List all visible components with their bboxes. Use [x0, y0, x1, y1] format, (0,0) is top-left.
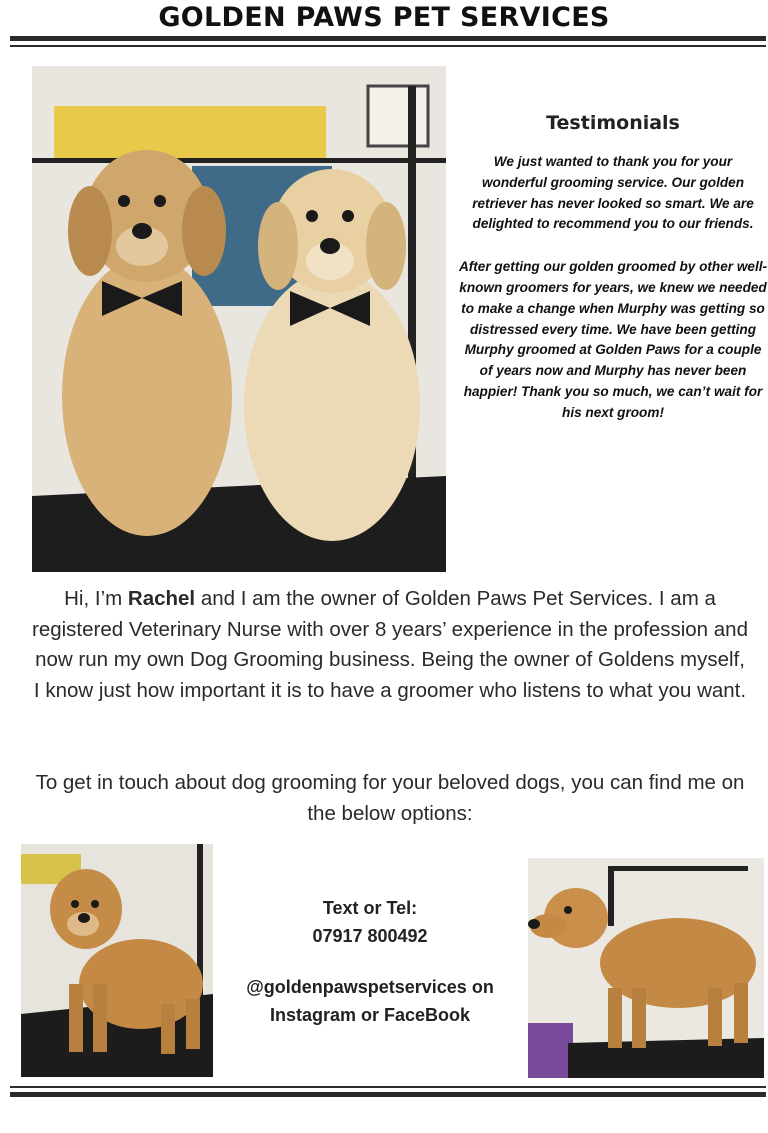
testimonial-quote: After getting our golden groomed by other well-known groomers for years, we knew we needed to make a change when Murphy was getting so distressed every time. We have been getting Murphy groomed at Golden Paws for a couple of years now and Murphy has never been happier! Thank you so much, we can’t wait for his next groom!: [458, 259, 768, 420]
owner-name: Rachel: [127, 587, 196, 610]
testimonials-section: [458, 112, 768, 446]
top-rule-thin: [10, 45, 766, 47]
intro-text-after-name: and I am the owner of Golden Paws Pet Services. I am a registered Veterinary Nurse with over 8 years’ experience in the profession and now run my own Dog Grooming business. Being the owner of Goldens myself, I know just how important it is to have a groomer who listens to what you want.: [32, 587, 748, 702]
two-golden-retrievers-photo: [32, 66, 446, 572]
bottom-rule-thin: [10, 1086, 766, 1088]
testimonials-heading: Testimonials: [546, 112, 680, 134]
owner-introduction: [30, 584, 750, 706]
tel-label: Text or Tel:: [322, 898, 418, 918]
golden-retriever-front-photo: [21, 844, 213, 1077]
social-handle[interactable]: @goldenpawspetservices on: [246, 977, 494, 997]
phone-number[interactable]: 07917 800492: [312, 925, 428, 946]
contact-details: [220, 895, 520, 1029]
contact-prompt: To get in touch about dog grooming for your beloved dogs, you can find me on the below options:: [35, 771, 745, 825]
golden-retriever-side-photo: [528, 858, 764, 1078]
bottom-rule-thick: [10, 1092, 766, 1097]
top-rule-thick: [10, 36, 766, 41]
testimonial-quote: We just wanted to thank you for your wonderful grooming service. Our golden retriever has never looked so smart. We are delighted to recommend you to our friends.: [472, 154, 754, 232]
intro-text-before-name: Hi, I’m: [64, 587, 128, 610]
page-title: GOLDEN PAWS PET SERVICES: [158, 2, 610, 33]
social-platforms: Instagram or FaceBook: [269, 1004, 471, 1025]
